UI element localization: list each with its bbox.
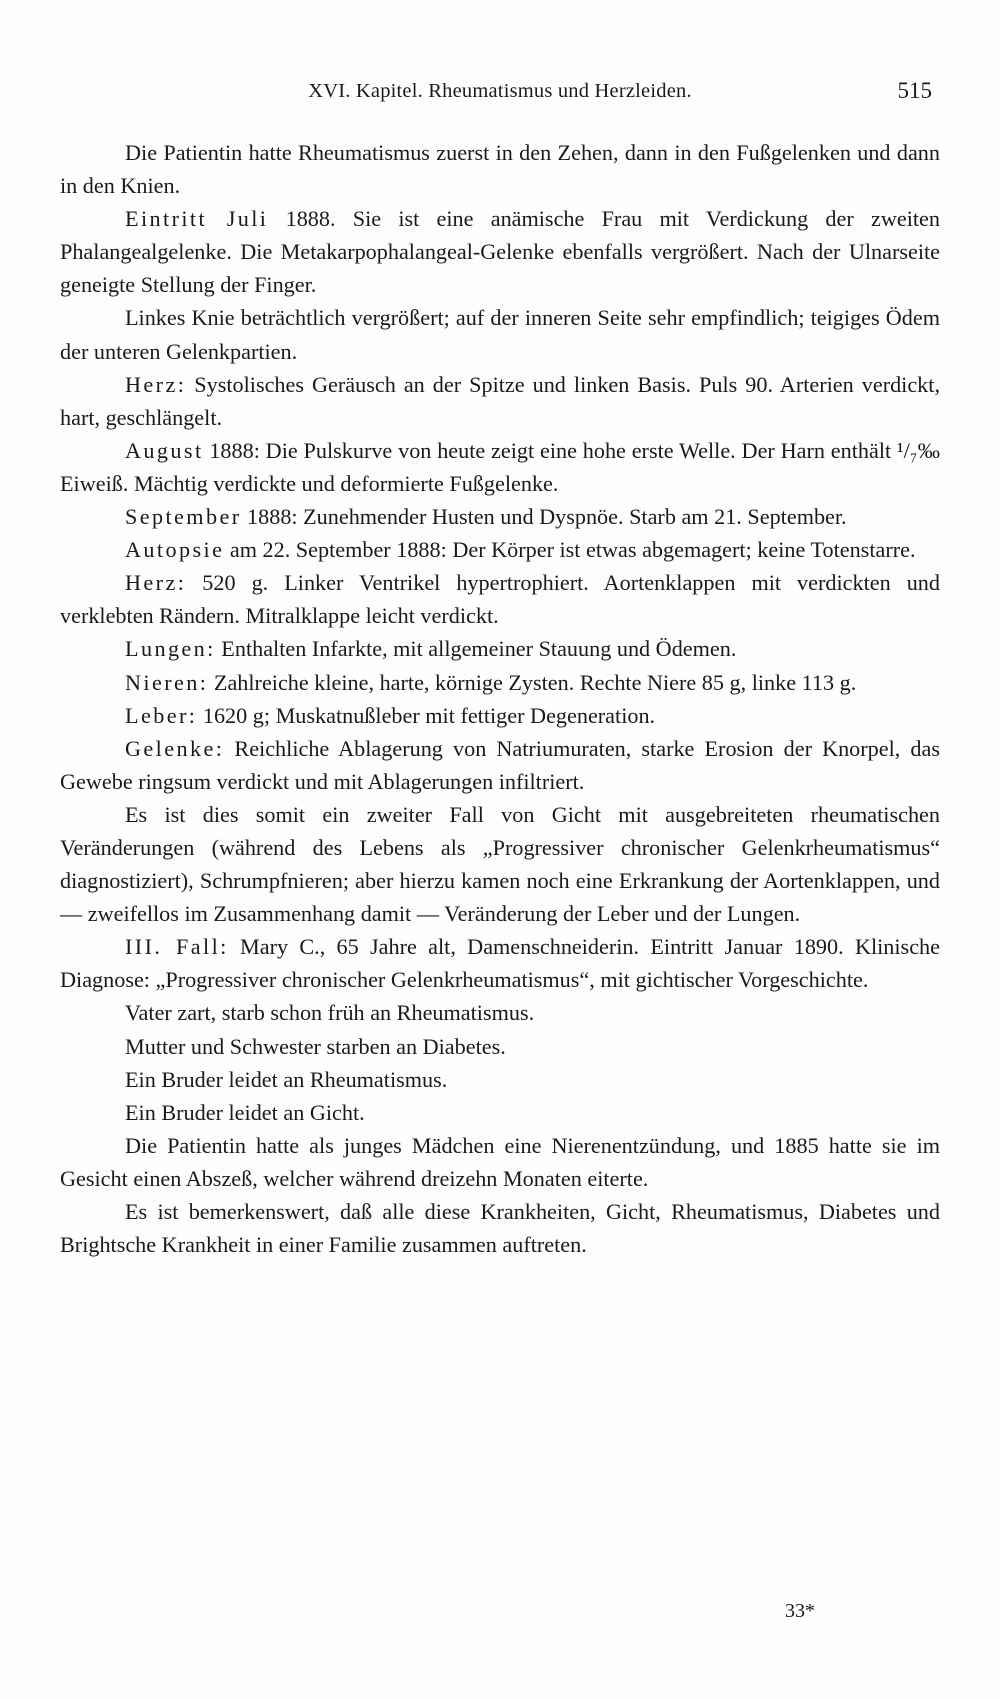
paragraph: Lungen: Enthalten Infarkte, mit allgemeiner Stauung und Ödemen.	[125, 636, 737, 662]
spaced-lead: III. Fall:	[125, 934, 229, 960]
paragraph: August 1888: Die Pulskurve von heute zeigt eine hohe erste Welle. Der Harn enthält ¹/₇‰ Eiweiß. Mächtig verdickte und deformierte Fußgelenke.	[60, 437, 940, 496]
paragraph: Nieren: Zahlreiche kleine, harte, körnige Zysten. Rechte Niere 85 g, linke 113 g.	[125, 669, 857, 695]
paragraph: Es ist dies somit ein zweiter Fall von Gicht mit ausgebreiteten rheumatischen Veränderungen (während des Lebens als „Progressiver chronischer Gelenkrheumatismus“ diagnostiziert), Schrumpfnieren; aber hierzu kamen noch eine Erkrankung der Aortenklappen, und — zweifellos im Zusammenhang damit — Veränderung der Leber und der Lungen.	[60, 801, 940, 927]
spaced-lead: Gelenke:	[125, 735, 225, 761]
paragraph: Leber: 1620 g; Muskatnußleber mit fettiger Degeneration.	[125, 702, 656, 728]
spaced-lead: Leber:	[125, 702, 198, 728]
spaced-lead: Nieren:	[125, 669, 209, 695]
paragraph: September 1888: Zunehmender Husten und Dyspnöe. Starb am 21. September.	[125, 504, 847, 530]
paragraph: Herz: Systolisches Geräusch an der Spitze und linken Basis. Puls 90. Arterien verdickt, hart, geschlängelt.	[60, 371, 940, 430]
spaced-lead: Autopsie	[125, 537, 225, 563]
paragraph: Ein Bruder leidet an Gicht.	[125, 1099, 365, 1125]
paragraph: Die Patientin hatte Rheumatismus zuerst in den Zehen, dann in den Fußgelenken und dann in den Knien.	[60, 140, 940, 199]
page-number: 515	[897, 78, 932, 103]
paragraph: Die Patientin hatte als junges Mädchen eine Nierenentzündung, und 1885 hatte sie im Gesicht einen Abszeß, welcher während dreizehn Monaten eiterte.	[60, 1132, 940, 1191]
paragraph: Gelenke: Reichliche Ablagerung von Natriumuraten, starke Erosion der Knorpel, das Gewebe ringsum verdickt und mit Ablagerungen infiltriert.	[60, 735, 940, 794]
paragraph: Mutter und Schwester starben an Diabetes.	[125, 1033, 506, 1059]
printer-signature-mark: 33*	[785, 1600, 815, 1622]
spaced-lead: Eintritt Juli	[125, 206, 269, 232]
running-header	[60, 76, 940, 112]
spaced-lead: Herz:	[125, 570, 187, 596]
chapter-title: XVI. Kapitel. Rheumatismus und Herzleiden.	[308, 80, 692, 102]
paragraph: Ein Bruder leidet an Rheumatismus.	[125, 1066, 448, 1092]
paragraph: Eintritt Juli 1888. Sie ist eine anämische Frau mit Verdickung der zweiten Phalangealgelenke. Die Metakarpophalangeal-Gelenke ebenfalls vergrößert. Nach der Ulnarseite geneigte Stellung der Finger.	[60, 206, 940, 298]
paragraph: Autopsie am 22. September 1888: Der Körper ist etwas abgemagert; keine Totenstarre.	[125, 537, 916, 563]
spaced-lead: Herz:	[125, 371, 187, 397]
paragraph: Es ist bemerkenswert, daß alle diese Krankheiten, Gicht, Rheumatismus, Diabetes und Brightsche Krankheit in einer Familie zusammen auftreten.	[60, 1199, 940, 1258]
spaced-lead: Lungen:	[125, 636, 216, 662]
spaced-lead: September	[125, 504, 242, 530]
paragraph: III. Fall: Mary C., 65 Jahre alt, Damenschneiderin. Eintritt Januar 1890. Klinische Diagnose: „Progressiver chronischer Gelenkrheumatismus“, mit gichtischer Vorgeschichte.	[60, 934, 940, 993]
paragraph: Vater zart, starb schon früh an Rheumatismus.	[125, 1000, 535, 1026]
paragraph: Linkes Knie beträchtlich vergrößert; auf der inneren Seite sehr empfindlich; teigiges Ödem der unteren Gelenkpartien.	[60, 305, 940, 364]
body-text	[60, 136, 940, 1261]
paragraph: Herz: 520 g. Linker Ventrikel hypertrophiert. Aortenklappen mit verdickten und verklebten Rändern. Mitralklappe leicht verdickt.	[60, 570, 940, 629]
spaced-lead: August	[125, 437, 204, 463]
